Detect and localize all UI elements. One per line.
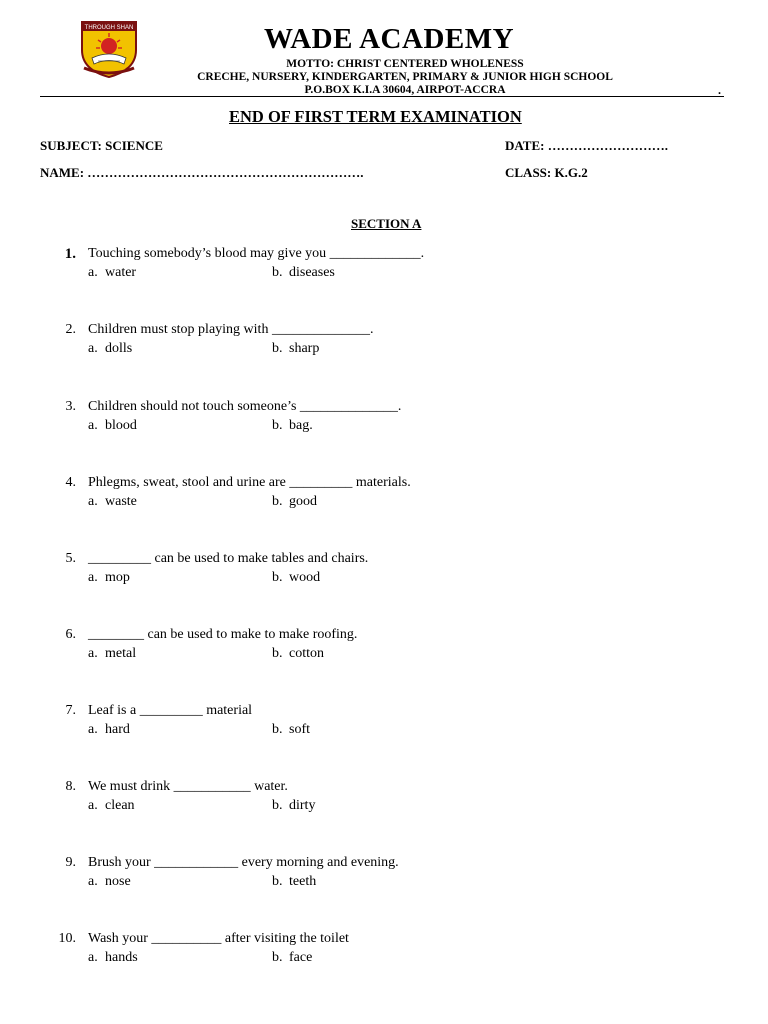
- option-a-letter: a.: [88, 341, 98, 356]
- option-b: [272, 645, 324, 663]
- option-b: [272, 264, 335, 282]
- option-b-text: good: [289, 494, 317, 509]
- question-text: Leaf is a _________ material: [88, 703, 253, 718]
- question-text: Children must stop playing with ______________.: [88, 322, 374, 337]
- option-b: [272, 493, 317, 511]
- question-item: [0, 245, 768, 287]
- option-a-letter: a.: [88, 722, 98, 737]
- school-address: P.O.BOX K.I.A 30604, AIRPOT-ACCRA: [304, 84, 506, 96]
- option-b: [272, 873, 316, 891]
- question-number: 1.: [64, 246, 76, 262]
- school-name: WADE ACADEMY: [263, 23, 515, 55]
- option-b: [272, 340, 319, 358]
- name-field: NAME: ……………………………………………………….: [40, 165, 364, 180]
- option-b-text: teeth: [289, 874, 317, 889]
- class-field: CLASS: K.G.2: [505, 165, 588, 180]
- option-a: [88, 340, 132, 358]
- option-b: [272, 949, 312, 967]
- option-a-text: metal: [105, 646, 137, 661]
- question-number: 10.: [58, 931, 76, 946]
- option-b-text: wood: [289, 570, 321, 585]
- option-b-letter: b.: [272, 570, 283, 585]
- question-item: [0, 930, 768, 972]
- question-item: [0, 550, 768, 592]
- option-a-letter: a.: [88, 494, 98, 509]
- date-field: DATE: ……………………….: [505, 138, 668, 153]
- option-a-letter: a.: [88, 646, 98, 661]
- option-a: [88, 873, 131, 891]
- option-a-text: mop: [105, 570, 130, 585]
- section-title: SECTION A: [351, 216, 422, 231]
- option-a-letter: a.: [88, 950, 98, 965]
- option-a-text: clean: [105, 798, 135, 813]
- question-text: ________ can be used to make to make roofing.: [88, 627, 358, 642]
- option-b-text: face: [289, 950, 313, 965]
- question-number: 5.: [65, 551, 76, 566]
- option-a-text: hard: [105, 722, 130, 737]
- option-a-letter: a.: [88, 418, 98, 433]
- option-a-text: nose: [105, 874, 131, 889]
- option-a-letter: a.: [88, 570, 98, 585]
- question-text: Brush your ____________ every morning and evening.: [88, 855, 399, 870]
- option-b-text: soft: [289, 722, 310, 737]
- option-a-letter: a.: [88, 798, 98, 813]
- question-item: [0, 474, 768, 516]
- question-number: 9.: [65, 855, 76, 870]
- option-a-letter: a.: [88, 874, 98, 889]
- school-levels: CRECHE, NURSERY, KINDERGARTEN, PRIMARY & JUNIOR HIGH SCHOOL: [197, 71, 613, 83]
- question-text: Children should not touch someone’s ______________.: [88, 399, 402, 414]
- option-b: [272, 721, 310, 739]
- option-b-letter: b.: [272, 265, 283, 280]
- option-b-text: sharp: [289, 341, 320, 356]
- option-a-text: hands: [105, 950, 138, 965]
- option-a: [88, 417, 137, 435]
- option-a: [88, 569, 130, 587]
- option-b-letter: b.: [272, 722, 283, 737]
- question-item: [0, 398, 768, 440]
- option-b-letter: b.: [272, 646, 283, 661]
- option-b-letter: b.: [272, 874, 283, 889]
- option-b-letter: b.: [272, 418, 283, 433]
- question-text: Phlegms, sweat, stool and urine are _________ materials.: [88, 475, 411, 490]
- option-b-letter: b.: [272, 798, 283, 813]
- question-text: We must drink ___________ water.: [88, 779, 288, 794]
- option-b-letter: b.: [272, 341, 283, 356]
- question-number: 6.: [65, 627, 76, 642]
- option-b-letter: b.: [272, 494, 283, 509]
- option-b-letter: b.: [272, 950, 283, 965]
- exam-title: END OF FIRST TERM EXAMINATION: [229, 107, 522, 126]
- option-a-text: water: [105, 265, 137, 280]
- option-b-text: diseases: [289, 265, 335, 280]
- question-item: [0, 626, 768, 668]
- option-b: [272, 569, 320, 587]
- option-a-text: dolls: [105, 341, 133, 356]
- option-b: [272, 797, 315, 815]
- question-number: 3.: [65, 399, 76, 414]
- header-divider: [40, 96, 724, 97]
- option-a: [88, 949, 138, 967]
- option-b-text: dirty: [289, 798, 316, 813]
- question-item: [0, 702, 768, 744]
- option-a-text: waste: [105, 494, 137, 509]
- option-a: [88, 645, 136, 663]
- option-b: [272, 417, 313, 435]
- question-item: [0, 854, 768, 896]
- option-b-text: bag.: [289, 418, 313, 433]
- question-number: 8.: [65, 779, 76, 794]
- question-item: [0, 321, 768, 363]
- subject-field: SUBJECT: SCIENCE: [40, 138, 163, 153]
- option-a-text: blood: [105, 418, 137, 433]
- question-text: Touching somebody’s blood may give you _____________.: [88, 246, 425, 261]
- school-motto: MOTTO: CHRIST CENTERED WHOLENESS: [286, 58, 524, 70]
- option-a: [88, 493, 137, 511]
- question-number: 7.: [65, 703, 76, 718]
- option-a: [88, 797, 135, 815]
- question-text: Wash your __________ after visiting the toilet: [88, 931, 349, 946]
- question-text: _________ can be used to make tables and chairs.: [88, 551, 369, 566]
- option-a: [88, 721, 130, 739]
- question-item: [0, 778, 768, 820]
- option-a: [88, 264, 136, 282]
- crest-banner-text: THROUGH SHAN: [84, 25, 134, 31]
- question-number: 2.: [65, 322, 76, 337]
- address-trailing-dot: .: [718, 83, 721, 97]
- option-b-text: cotton: [289, 646, 324, 661]
- question-number: 4.: [65, 475, 76, 490]
- option-a-letter: a.: [88, 265, 98, 280]
